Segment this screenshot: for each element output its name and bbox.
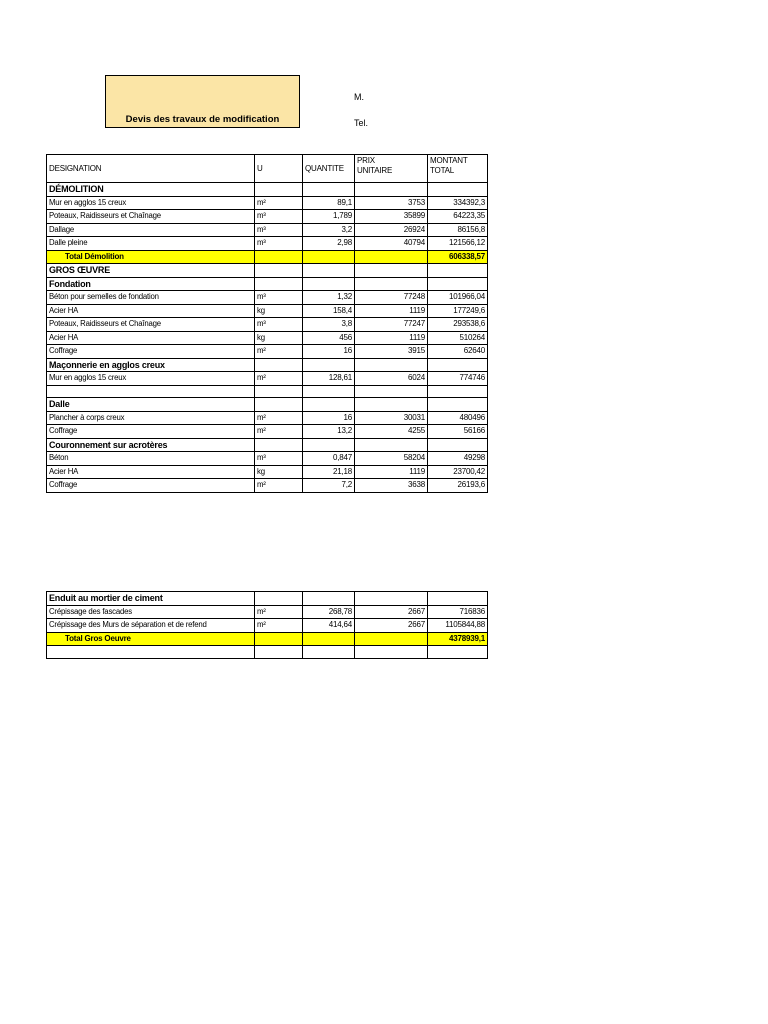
unit-price-cell [355,438,428,452]
quote-table-enduit [46,591,488,659]
designation-cell: Total Gros Oeuvre [47,632,255,646]
total-cell [428,358,488,372]
total-cell: 64223,35 [428,210,488,224]
designation-cell: Coffrage [47,425,255,439]
table-row [47,318,488,332]
total-cell: 23700,42 [428,465,488,479]
table-row [47,196,488,210]
table-row [47,291,488,305]
total-row [47,632,488,646]
unit-cell: m³ [255,318,303,332]
unit-price-cell [355,632,428,646]
quantity-cell: 89,1 [303,196,355,210]
total-cell: 86156,8 [428,223,488,237]
header-quantite: QUANTITE [303,155,355,183]
section-row [47,277,488,291]
designation-cell: GROS ŒUVRE [47,264,255,278]
designation-cell: Enduit au mortier de ciment [47,592,255,606]
table-row [47,304,488,318]
unit-cell [255,646,303,659]
unit-cell [255,398,303,412]
unit-cell: m³ [255,291,303,305]
unit-cell [255,385,303,398]
quantity-cell: 7,2 [303,479,355,493]
quantity-cell: 0,847 [303,452,355,466]
quantity-cell [303,358,355,372]
unit-cell: m² [255,411,303,425]
designation-cell: Plancher à corps creux [47,411,255,425]
unit-cell: kg [255,465,303,479]
unit-price-cell [355,183,428,197]
unit-cell [255,358,303,372]
table-row [47,411,488,425]
quantity-cell: 3,2 [303,223,355,237]
table-row [47,237,488,251]
unit-cell [255,438,303,452]
quantity-cell: 21,18 [303,465,355,479]
designation-cell: Crépissage des fascades [47,605,255,619]
unit-price-cell: 2667 [355,619,428,633]
table-row [47,210,488,224]
unit-price-cell [355,358,428,372]
quantity-cell [303,183,355,197]
section-row [47,358,488,372]
unit-cell: m² [255,372,303,386]
designation-cell: Poteaux, Raidisseurs et Chaînage [47,210,255,224]
quantity-cell [303,385,355,398]
document-title: Devis des travaux de modification [125,114,280,125]
total-cell: 62640 [428,345,488,359]
total-cell: 1105844,88 [428,619,488,633]
quantity-cell: 158,4 [303,304,355,318]
quote-table-main [46,154,488,493]
section-row [47,592,488,606]
unit-price-cell [355,277,428,291]
designation-cell: Maçonnerie en agglos creux [47,358,255,372]
total-cell: 774746 [428,372,488,386]
table-row [47,331,488,345]
designation-cell: Béton pour semelles de fondation [47,291,255,305]
unit-price-cell: 2667 [355,605,428,619]
designation-cell [47,385,255,398]
designation-cell: Acier HA [47,331,255,345]
unit-cell: m² [255,196,303,210]
total-row [47,250,488,264]
unit-price-cell: 35899 [355,210,428,224]
quantity-cell [303,438,355,452]
designation-cell: Crépissage des Murs de séparation et de refend [47,619,255,633]
quantity-cell: 16 [303,345,355,359]
table-row [47,465,488,479]
quantity-cell: 414,64 [303,619,355,633]
section-row [47,183,488,197]
quantity-cell [303,592,355,606]
table-row [47,425,488,439]
header-designation: DESIGNATION [47,155,255,183]
client-label: M. [354,92,364,102]
total-cell: 26193,6 [428,479,488,493]
header-unit: U [255,155,303,183]
total-cell [428,264,488,278]
header-montant-line2: TOTAL [430,166,455,175]
designation-cell: Acier HA [47,304,255,318]
designation-cell: Couronnement sur acrotères [47,438,255,452]
unit-cell: kg [255,304,303,318]
unit-price-cell [355,646,428,659]
header-prix-line2: UNITAIRE [357,166,393,175]
section-row [47,398,488,412]
unit-cell: m² [255,425,303,439]
unit-price-cell: 77247 [355,318,428,332]
total-cell [428,183,488,197]
unit-price-cell: 3753 [355,196,428,210]
unit-cell: m² [255,345,303,359]
table-row [47,223,488,237]
unit-cell: m³ [255,452,303,466]
unit-price-cell: 6024 [355,372,428,386]
empty-row [47,385,488,398]
total-cell: 4378939,1 [428,632,488,646]
unit-cell [255,264,303,278]
quantity-cell: 1,789 [303,210,355,224]
designation-cell: Poteaux, Raidisseurs et Chaînage [47,318,255,332]
unit-price-cell: 4255 [355,425,428,439]
unit-price-cell: 40794 [355,237,428,251]
table-row [47,479,488,493]
unit-cell: m³ [255,237,303,251]
quantity-cell [303,398,355,412]
total-cell [428,385,488,398]
total-cell: 510264 [428,331,488,345]
designation-cell: DÉMOLITION [47,183,255,197]
total-cell [428,398,488,412]
table-row [47,605,488,619]
header-prix-line1: PRIX [357,156,375,165]
section-row [47,438,488,452]
quantity-cell [303,646,355,659]
table-row [47,345,488,359]
unit-price-cell: 1119 [355,331,428,345]
table-row [47,452,488,466]
designation-cell: Mur en agglos 15 creux [47,372,255,386]
title-box [105,75,300,128]
designation-cell: Acier HA [47,465,255,479]
total-cell [428,592,488,606]
total-cell [428,646,488,659]
unit-cell: m² [255,479,303,493]
unit-cell [255,250,303,264]
total-cell: 49298 [428,452,488,466]
quantity-cell: 456 [303,331,355,345]
unit-cell [255,277,303,291]
unit-price-cell: 30031 [355,411,428,425]
designation-cell: Dallage [47,223,255,237]
total-cell: 606338,57 [428,250,488,264]
unit-price-cell [355,398,428,412]
header-prix-unitaire [355,155,428,183]
unit-price-cell: 26924 [355,223,428,237]
unit-price-cell: 58204 [355,452,428,466]
unit-price-cell [355,592,428,606]
quantity-cell: 268,78 [303,605,355,619]
table-row [47,619,488,633]
table-row [47,372,488,386]
unit-price-cell: 1119 [355,304,428,318]
unit-cell [255,183,303,197]
unit-price-cell: 77248 [355,291,428,305]
unit-cell: kg [255,331,303,345]
total-cell: 177249,6 [428,304,488,318]
quantity-cell: 16 [303,411,355,425]
designation-cell [47,646,255,659]
unit-price-cell: 1119 [355,465,428,479]
unit-price-cell [355,264,428,278]
quantity-cell: 1,32 [303,291,355,305]
quantity-cell [303,277,355,291]
quantity-cell: 2,98 [303,237,355,251]
total-cell: 121566,12 [428,237,488,251]
total-cell [428,277,488,291]
designation-cell: Fondation [47,277,255,291]
unit-cell: m² [255,619,303,633]
unit-cell: m³ [255,210,303,224]
tel-label: Tel. [354,118,369,128]
total-cell: 293538,6 [428,318,488,332]
unit-cell: m³ [255,223,303,237]
quantity-cell: 3,8 [303,318,355,332]
header-montant-line1: MONTANT [430,156,468,165]
quantity-cell: 13,2 [303,425,355,439]
total-cell [428,438,488,452]
designation-cell: Coffrage [47,345,255,359]
header-montant-total [428,155,488,183]
unit-price-cell [355,385,428,398]
designation-cell: Dalle [47,398,255,412]
unit-cell [255,632,303,646]
designation-cell: Mur en agglos 15 creux [47,196,255,210]
table-header-row [47,155,488,183]
section-row [47,264,488,278]
total-cell: 334392,3 [428,196,488,210]
quantity-cell [303,632,355,646]
unit-price-cell: 3638 [355,479,428,493]
empty-row [47,646,488,659]
unit-price-cell: 3915 [355,345,428,359]
designation-cell: Coffrage [47,479,255,493]
quantity-cell [303,264,355,278]
quantity-cell: 128,61 [303,372,355,386]
designation-cell: Total Démolition [47,250,255,264]
unit-cell: m² [255,605,303,619]
total-cell: 56166 [428,425,488,439]
total-cell: 101966,04 [428,291,488,305]
unit-price-cell [355,250,428,264]
designation-cell: Dalle pleine [47,237,255,251]
designation-cell: Béton [47,452,255,466]
quantity-cell [303,250,355,264]
total-cell: 480496 [428,411,488,425]
total-cell: 716836 [428,605,488,619]
unit-cell [255,592,303,606]
